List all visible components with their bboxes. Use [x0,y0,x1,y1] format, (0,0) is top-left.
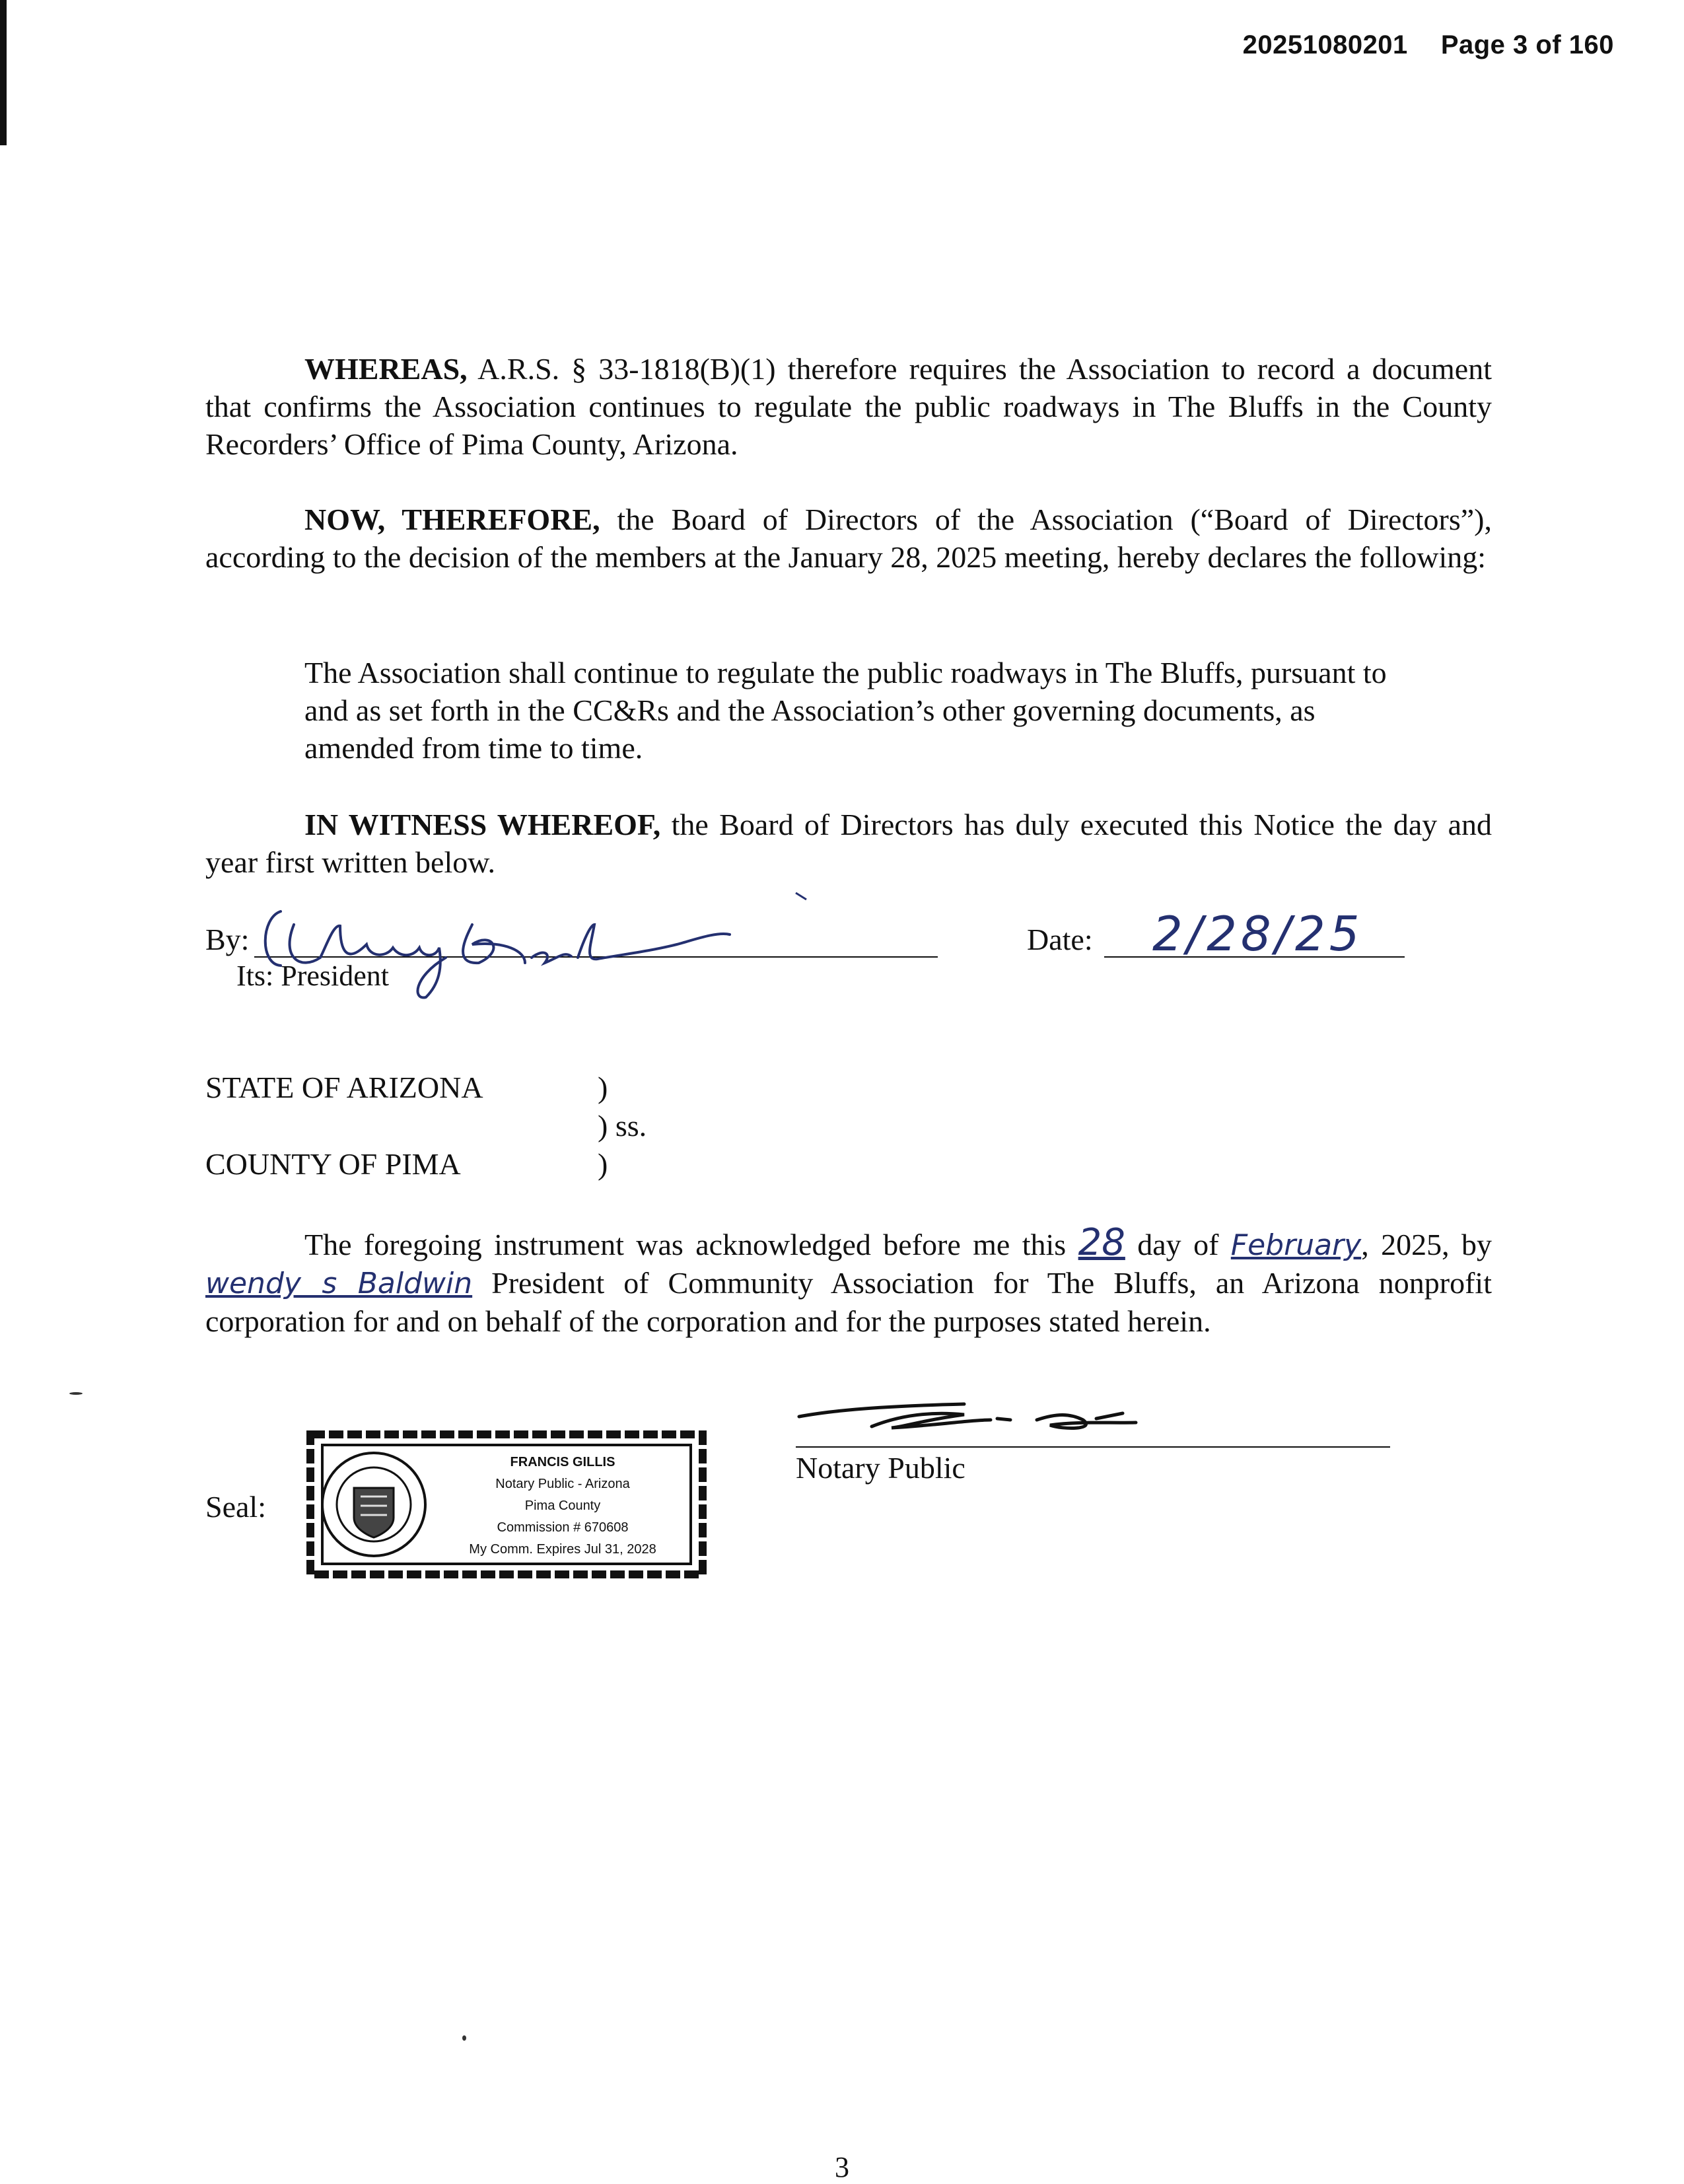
witness-paragraph [205,806,1492,881]
seal-line-title: Notary Public - Arizona [495,1477,630,1491]
venue-paren-1: ) [598,1071,608,1104]
notary-signature-line [796,1446,1390,1448]
seal-line-expires: My Comm. Expires Jul 31, 2028 [469,1542,656,1557]
scan-speck [69,1392,83,1395]
acknowledgment-paragraph [205,1221,1492,1340]
witness-text: the Board of Directors has duly executed this Notice the day and year first written below. [205,808,1492,879]
now-therefore-text: the Board of Directors of the Association (“Board of Directors”), according to the decision of the members at the January 28, 2025 meeting, hereby declares the following: [205,503,1492,574]
seal-line-name: FRANCIS GILLIS [510,1455,615,1469]
notary-signature [792,1393,1202,1453]
declaration-block: The Association shall continue to regulate the public roadways in The Bluffs, pursuant to and as set forth in the CC&Rs and the Association’s other governing documents, as amended from time to time. [304,656,1387,765]
state-of-arizona: STATE OF ARIZONA [205,1071,483,1104]
county-of-pima: COUNTY OF PIMA [205,1147,461,1181]
ack-text-4: President of Community Association for The Bluffs, an Arizona nonprofit corporation for and on behalf of the corporation and for the purposes stated herein. [205,1266,1492,1338]
whereas-text: A.R.S. § 33-1818(B)(1) therefore requires the Association to record a document that confirms the Association continues to regulate the public roadways in The Bluffs in the County Recorders’ Office of Pima County, Arizona. [205,352,1492,461]
now-therefore-paragraph [205,501,1492,576]
ack-day-handwritten: 28 [1078,1221,1125,1264]
ack-text-3: , 2025, by [1361,1228,1492,1261]
page-number: 3 [835,2151,849,2183]
ack-text-1: The foregoing instrument was acknowledged before me this [304,1228,1078,1261]
its-president-label: Its: President [236,960,389,992]
whereas-lead: WHEREAS, [304,352,468,386]
ack-month-handwritten: February [1230,1228,1362,1262]
venue-ss: ) ss. [598,1109,647,1143]
scan-edge-mark [0,0,7,145]
recording-header [1243,30,1614,60]
ack-text-2: day of [1125,1228,1231,1261]
page-label: Page 3 of 160 [1440,30,1614,59]
date-label: Date: [1027,923,1093,956]
seal-line-county: Pima County [524,1498,601,1513]
seal-text-block [450,1452,675,1561]
handwritten-date: 2/28/25 [1152,906,1364,962]
seal-line-commission: Commission # 670608 [497,1520,629,1535]
seal-label: Seal: [205,1490,266,1524]
by-label: By: [205,923,250,956]
now-therefore-lead: NOW, THEREFORE, [304,503,600,536]
ack-name-handwritten: wendy s Baldwin [205,1267,473,1300]
document-number: 20251080201 [1242,30,1408,59]
notary-public-label: Notary Public [796,1451,965,1485]
venue-paren-3: ) [598,1147,608,1181]
whereas-paragraph [205,350,1492,463]
scan-speck [462,2035,466,2041]
witness-lead: IN WITNESS WHEREOF, [304,808,661,841]
